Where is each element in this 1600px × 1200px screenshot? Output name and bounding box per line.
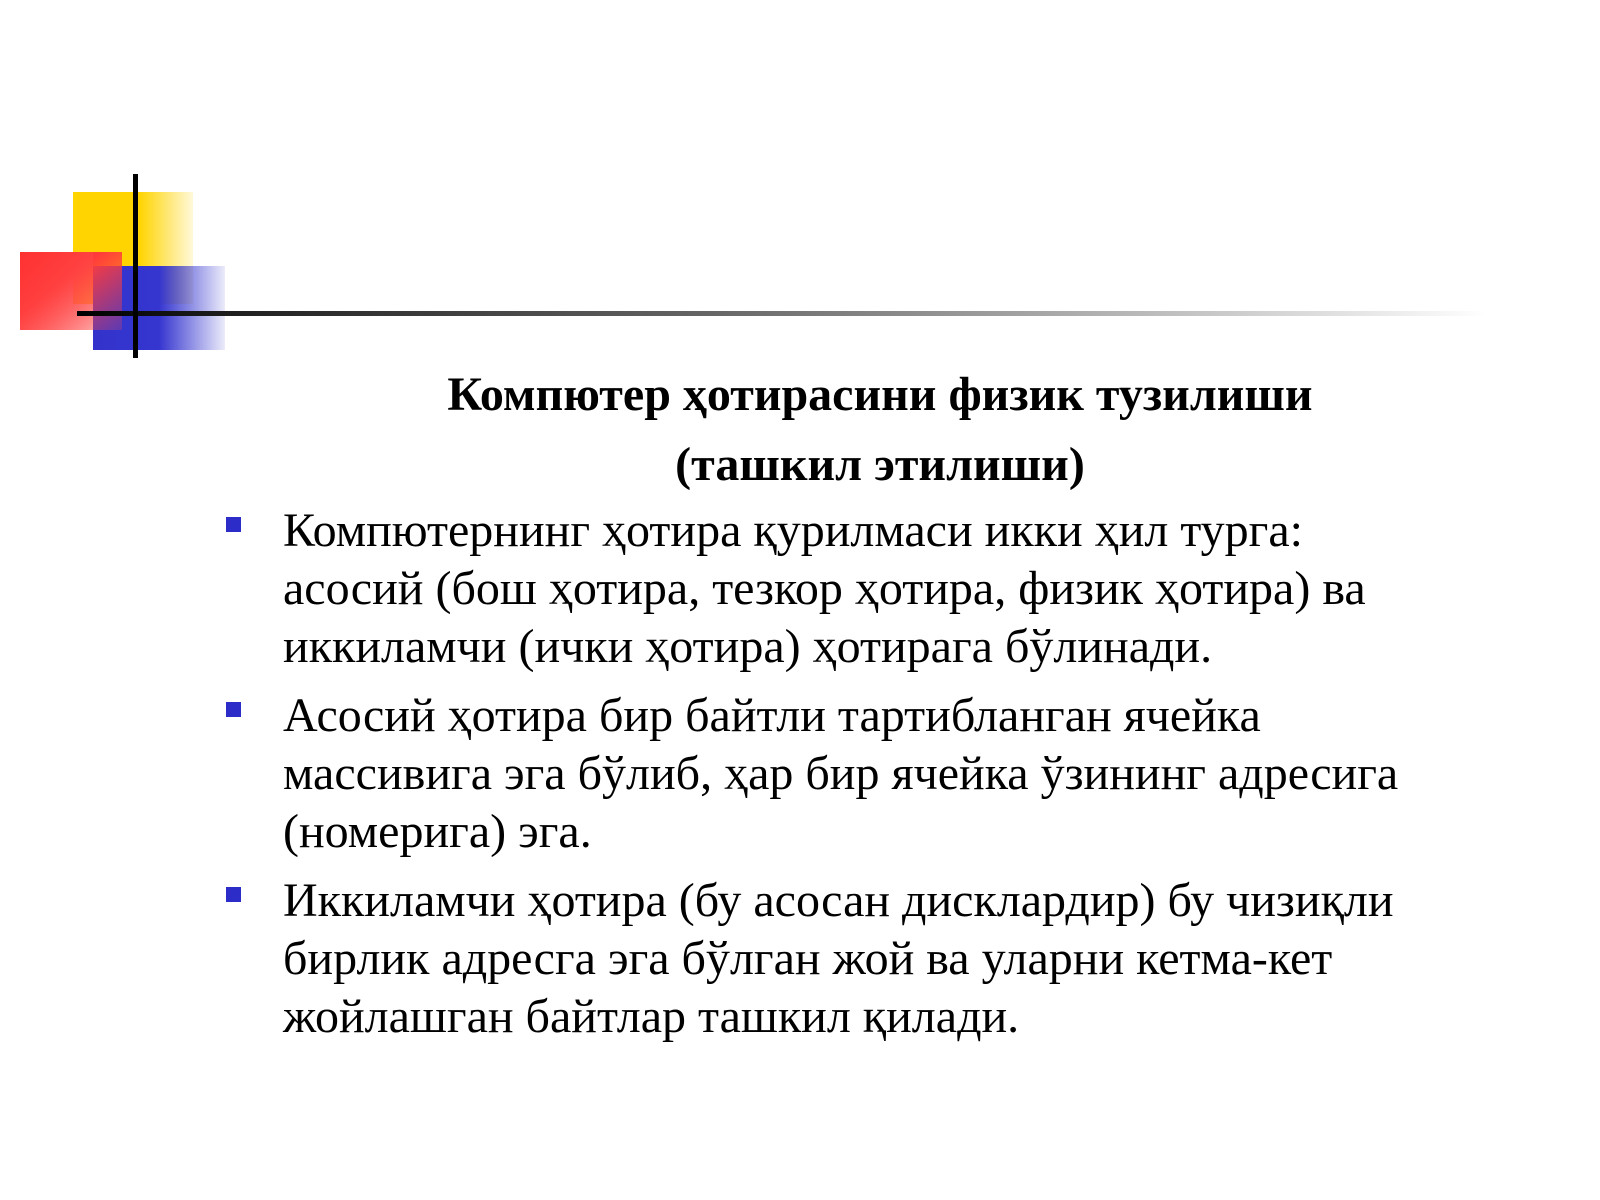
bullet-text-line: асосий (бош ҳотира, тезкор ҳотира, физик ҳотира) ва [283, 562, 1366, 615]
red-square-overlay-shape [20, 252, 93, 330]
decorative-squares-logo [0, 0, 240, 380]
bullet-text-line: бирлик адресга эга бўлган жой ва уларни кетма-кет [283, 932, 1333, 985]
slide-title [280, 360, 1480, 500]
bullet-text-line: Иккиламчи ҳотира (бу асосан дисклардир) бу чизиқли [283, 874, 1394, 927]
vertical-accent-line [133, 174, 138, 358]
bullet-item [225, 872, 1565, 1046]
square-bullet-icon [226, 887, 241, 902]
bullet-text-line: иккиламчи (ички ҳотира) ҳотирага бўлинади. [283, 620, 1213, 673]
square-bullet-icon [226, 517, 241, 532]
square-bullet-icon [226, 702, 241, 717]
bullet-text-line: жойлашган байтлар ташкил қилади. [283, 990, 1020, 1043]
horizontal-divider-line [77, 311, 1487, 316]
slide-title-line-1: Компютер ҳотирасини физик тузилиши [447, 368, 1313, 421]
slide-title-line-2: (ташкил этилиши) [675, 438, 1085, 491]
bullet-text-line: массивига эга бўлиб, ҳар бир ячейка ўзининг адресига [283, 747, 1399, 800]
bullet-text-line: Компютернинг ҳотира қурилмаси икки ҳил турга: [283, 504, 1303, 557]
bullet-item [225, 687, 1565, 861]
bullet-list [225, 502, 1565, 1057]
bullet-item [225, 502, 1565, 676]
bullet-text-line: Асосий ҳотира бир байтли тартибланган ячейка [283, 689, 1261, 742]
bullet-text-line: (номерига) эга. [283, 805, 592, 858]
